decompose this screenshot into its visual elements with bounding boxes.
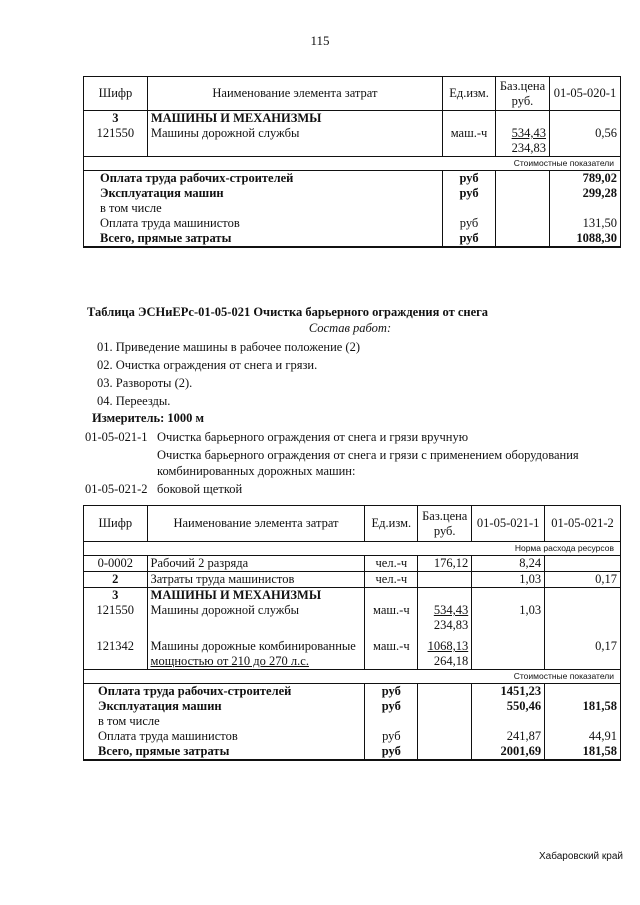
summary-value: 299,28	[549, 186, 620, 201]
summary-unit: руб	[443, 216, 496, 231]
summary-value-1: 1451,23	[472, 684, 545, 700]
header-col1: 01-05-020-1	[549, 77, 620, 111]
machine-price-2: 234,83	[511, 141, 546, 155]
machine-row	[84, 639, 621, 670]
summary-unit: руб	[365, 684, 418, 700]
item-text: Очистка барьерного ограждения от снега и грязи вручную	[157, 430, 469, 444]
group-code: 3	[84, 588, 148, 604]
machine-name-line2: мощностью от 210 до 270 л.с.	[150, 654, 309, 668]
item-code: 01-05-021-1	[85, 430, 148, 444]
work-item: 01. Приведение машины в рабочее положение (2)	[97, 340, 361, 354]
group-row	[84, 588, 621, 604]
summary-name: Оплата труда машинистов	[84, 216, 443, 231]
machine-value-2	[545, 603, 621, 639]
measurer: Измеритель: 1000 м	[92, 411, 205, 425]
machine-price	[418, 603, 472, 639]
summary-unit: руб	[365, 729, 418, 744]
header-unit: Ед.изм.	[365, 506, 418, 542]
group-name: МАШИНЫ И МЕХАНИЗМЫ	[147, 111, 442, 127]
header-price	[496, 77, 550, 111]
summary-name: Оплата труда машинистов	[84, 729, 365, 744]
summary-row	[84, 216, 621, 231]
machine-price-1: 1068,13	[427, 639, 469, 653]
item-text: Очистка барьерного ограждения от снега и грязи с применением оборудования	[157, 448, 579, 462]
machine-price-2: 234,83	[433, 618, 469, 632]
resource-code: 2	[84, 572, 148, 588]
summary-name: Оплата труда рабочих-строителей	[84, 684, 365, 700]
machine-row	[84, 603, 621, 639]
resource-value-1: 1,03	[472, 572, 545, 588]
machine-value-1	[472, 639, 545, 670]
summary-row	[84, 684, 621, 700]
summary-value: 131,50	[549, 216, 620, 231]
machine-unit: маш.-ч	[365, 639, 418, 670]
header-col1: 01-05-021-1	[472, 506, 545, 542]
resource-row	[84, 556, 621, 572]
resource-row	[84, 572, 621, 588]
machine-code: 121550	[84, 126, 148, 157]
group-code: 3	[84, 111, 148, 127]
header-price-line1: Баз.цена	[499, 78, 546, 93]
resource-price	[418, 572, 472, 588]
item-text: боковой щеткой	[157, 482, 243, 496]
machine-unit: маш.-ч	[365, 603, 418, 639]
page-number: 115	[310, 33, 330, 48]
works-subtitle: Состав работ:	[308, 321, 392, 335]
group-name: МАШИНЫ И МЕХАНИЗМЫ	[147, 588, 365, 604]
summary-row	[84, 714, 621, 729]
item-code: 01-05-021-2	[85, 482, 148, 496]
summary-unit: руб	[443, 186, 496, 201]
resource-value-2	[545, 556, 621, 572]
machine-price-1: 534,43	[433, 603, 469, 617]
summary-row	[84, 186, 621, 201]
summary-name: Всего, прямые затраты	[84, 231, 443, 247]
machine-price-1: 534,43	[511, 126, 546, 140]
section-label: Стоимостные показатели	[84, 157, 621, 171]
resource-unit: чел.-ч	[365, 556, 418, 572]
summary-name: в том числе	[84, 201, 443, 216]
summary-unit: руб	[443, 231, 496, 247]
summary-row	[84, 699, 621, 714]
header-price-line2: руб.	[433, 523, 456, 538]
summary-name: Эксплуатация машин	[84, 186, 443, 201]
header-col2: 01-05-021-2	[545, 506, 621, 542]
machine-value: 0,56	[549, 126, 620, 157]
summary-value-2: 44,91	[545, 729, 621, 744]
summary-row	[84, 744, 621, 760]
machine-price	[418, 639, 472, 670]
summary-value-1: 241,87	[472, 729, 545, 744]
summary-value-2: 181,58	[545, 699, 621, 714]
summary-unit: руб	[443, 171, 496, 187]
summary-row	[84, 231, 621, 247]
machine-name-line1: Машины дорожные комбинированные	[150, 639, 356, 653]
machine-price-2: 264,18	[433, 654, 469, 668]
summary-name: Оплата труда рабочих-строителей	[84, 171, 443, 187]
resource-price: 176,12	[418, 556, 472, 572]
header-name: Наименование элемента затрат	[147, 506, 365, 542]
header-unit: Ед.изм.	[443, 77, 496, 111]
resource-value-1: 8,24	[472, 556, 545, 572]
summary-row	[84, 201, 621, 216]
machine-code: 121342	[84, 639, 148, 670]
summary-value: 789,02	[549, 171, 620, 187]
summary-value-2	[545, 684, 621, 700]
machine-code: 121550	[84, 603, 148, 639]
summary-value-2: 181,58	[545, 744, 621, 760]
resource-code: 0-0002	[84, 556, 148, 572]
machine-value-1: 1,03	[472, 603, 545, 639]
summary-value: 1088,30	[549, 231, 620, 247]
table-title: Таблица ЭСНиЕРс-01-05-021 Очистка барьерного ограждения от снега	[87, 305, 489, 319]
item-text: комбинированных дорожных машин:	[157, 464, 356, 478]
norm-label: Норма расхода ресурсов	[84, 542, 621, 556]
work-item: 02. Очистка ограждения от снега и грязи.	[97, 358, 318, 372]
header-code: Шифр	[84, 77, 148, 111]
cost-table-2	[83, 505, 621, 761]
header-name: Наименование элемента затрат	[147, 77, 442, 111]
machine-name: Машины дорожной службы	[147, 603, 365, 639]
group-row	[84, 111, 621, 127]
summary-value-1: 2001,69	[472, 744, 545, 760]
resource-name: Затраты труда машинистов	[147, 572, 365, 588]
resource-name: Рабочий 2 разряда	[147, 556, 365, 572]
machine-value-2: 0,17	[545, 639, 621, 670]
resource-unit: чел.-ч	[365, 572, 418, 588]
header-price-line1: Баз.цена	[422, 508, 468, 523]
summary-name: Эксплуатация машин	[84, 699, 365, 714]
work-item: 03. Развороты (2).	[97, 376, 193, 390]
machine-price	[496, 126, 550, 157]
summary-unit: руб	[365, 744, 418, 760]
summary-name: Всего, прямые затраты	[84, 744, 365, 760]
summary-row	[84, 171, 621, 187]
resource-value-2: 0,17	[545, 572, 621, 588]
summary-name: в том числе	[84, 714, 365, 729]
summary-row	[84, 729, 621, 744]
machine-unit: маш.-ч	[443, 126, 496, 157]
machine-row	[84, 126, 621, 157]
machine-name: Машины дорожной службы	[147, 126, 442, 157]
summary-unit: руб	[365, 699, 418, 714]
footer-region: Хабаровский край	[538, 851, 623, 862]
machine-name	[147, 639, 365, 670]
summary-value-1: 550,46	[472, 699, 545, 714]
cost-table-1	[83, 76, 621, 248]
header-price-line2: руб.	[511, 93, 534, 108]
header-price	[418, 506, 472, 542]
work-item: 04. Переезды.	[97, 394, 171, 408]
header-code: Шифр	[84, 506, 148, 542]
section-label: Стоимостные показатели	[84, 670, 621, 684]
